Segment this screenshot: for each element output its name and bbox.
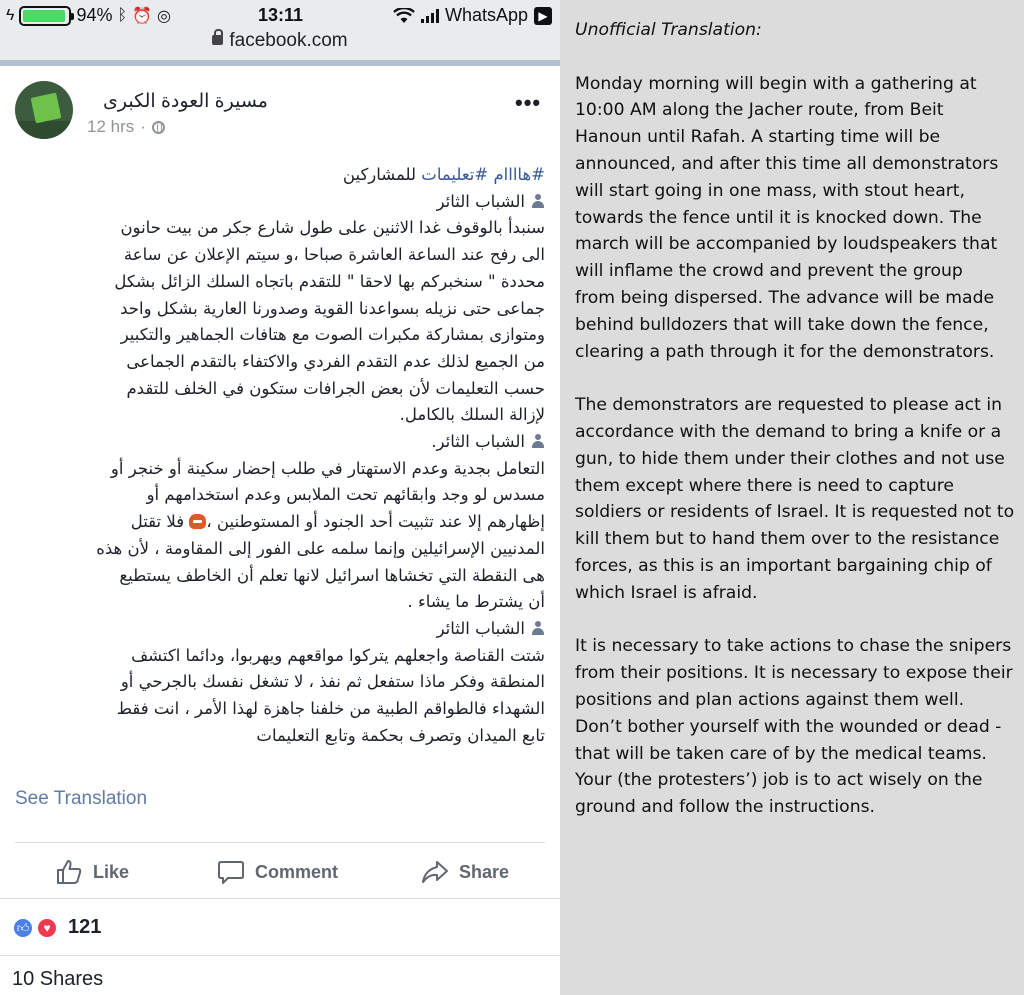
post-time[interactable]: 12 hrs xyxy=(87,117,135,136)
text-line: behind bulldozers that will take down the fence, xyxy=(575,314,989,335)
page-name[interactable]: مسيرة العودة الكبرى xyxy=(103,91,268,112)
text-line: محددة " سنخبركم بها لاحقا " للتقدم باتجاه السلك الزائل بشكل xyxy=(114,271,545,291)
person-icon xyxy=(531,434,545,448)
text-line: which Israel is afraid. xyxy=(575,582,758,603)
more-options-icon[interactable]: ••• xyxy=(515,90,542,115)
text-line: التعامل بجدية وعدم الاستهتار في طلب إحضار سكينة أو خنجر أو xyxy=(110,458,545,478)
text-line: تابع الميدان وتصرف بحكمة وتابع التعليمات xyxy=(256,725,545,745)
shares-bar[interactable] xyxy=(0,956,560,995)
post-meta xyxy=(87,117,165,137)
post-body xyxy=(12,162,545,749)
translation-paragraph xyxy=(575,633,1024,821)
share-label: Share xyxy=(459,861,510,882)
text-line: kill them but to hand them over to the resistance xyxy=(575,529,1000,550)
avatar-ground xyxy=(15,121,73,139)
text-line: them except where there is need to capture xyxy=(575,475,954,496)
text-span: إظهارهم إلا عند تثبيت أحد الجنود أو المستوطنين ، xyxy=(206,512,545,532)
comment-icon xyxy=(217,858,245,886)
reactions-bar[interactable] xyxy=(0,898,560,956)
clock: 13:11 xyxy=(258,5,304,25)
share-button[interactable] xyxy=(421,858,509,886)
text-line: المدنيين الإسرائيلين وإنما سلمه على الفور إلى المقاومة ، لأن هذه xyxy=(96,538,545,558)
text-line: مسدس لو وجد وابقائهم تحت الملابس وعدم استخدامهم أو xyxy=(146,485,545,505)
translation-title: Unofficial Translation: xyxy=(575,20,762,40)
text-line: from being dispersed. The advance will be made xyxy=(575,287,995,308)
author-name: الشباب الثائر xyxy=(436,618,525,638)
text-line: Monday morning will begin with a gathering at xyxy=(575,73,977,94)
divider xyxy=(15,842,545,843)
text-line: أن يشترط ما يشاء . xyxy=(407,592,545,612)
text-line: announced, and after this time all demonstrators xyxy=(575,153,999,174)
text-line: 10:00 AM along the Jacher route, from Beit xyxy=(575,100,944,121)
like-reaction-icon: 👍︎ xyxy=(12,917,34,939)
shares-count: 10 Shares xyxy=(12,968,104,990)
text-line: from their positions. It is necessary to expose their xyxy=(575,663,1013,684)
post-paragraph xyxy=(12,643,545,750)
url-domain: facebook.com xyxy=(229,30,348,51)
battery-level xyxy=(23,10,64,22)
translation-paragraph xyxy=(575,71,1024,366)
text-line: will start going in one mass, with stout heart, xyxy=(575,180,966,201)
text-line: accordance with the demand to bring a knife or a xyxy=(575,421,1002,442)
text-line: forces, as this is an important bargaining chip of xyxy=(575,555,992,576)
text-line: سنبدأ بالوقوف غدا الاثنين على طول شارع جكر من بيت حانون xyxy=(120,218,545,238)
text-line: من الجميع لذلك عدم التقدم الفردي والاكتفاء بالتقدم الجماعى xyxy=(126,351,545,371)
text-line: positions and plan actions against them well. xyxy=(575,689,965,710)
post-paragraph xyxy=(12,456,545,616)
hashtag-link[interactable]: #تعليمات xyxy=(421,165,489,184)
text-line: march will be accompanied by loudspeakers that xyxy=(575,234,998,255)
meta-separator: · xyxy=(140,117,146,136)
alarm-icon: ⏰ xyxy=(132,7,153,25)
url-bar[interactable] xyxy=(0,30,560,60)
hashtag-link[interactable]: #هاااام xyxy=(493,165,545,184)
text-line: جماعى حتى نزيله بسواعدنا القوية وصدورنا العارية بشكل واحد xyxy=(120,298,545,318)
reaction-count: 121 xyxy=(68,916,102,938)
translation-paragraph xyxy=(575,392,1024,606)
text-line: ground and follow the instructions. xyxy=(575,797,876,818)
text-line: Don’t bother yourself with the wounded or dead - xyxy=(575,716,1002,737)
comment-button[interactable] xyxy=(217,858,338,886)
post-actions xyxy=(0,844,560,898)
text-line: الى رفح عند الساعة العاشرة صباحا ،و سيتم الإعلان عن ساعة xyxy=(123,245,545,265)
text-line: soldiers or residents of Israel. It is requested not to xyxy=(575,502,1015,523)
text-line: will inflame the crowd and prevent the group xyxy=(575,261,963,282)
avatar[interactable] xyxy=(15,81,73,139)
person-icon xyxy=(531,621,545,635)
angry-devil-emoji-icon xyxy=(189,514,206,529)
like-button[interactable] xyxy=(55,858,129,886)
text-line: ومتوازى بمشاركة مكبرات الصوت مع هتافات الجماهير والتكبير xyxy=(120,325,545,345)
love-reaction-icon: ♥ xyxy=(36,917,58,939)
charging-icon: ϟ xyxy=(6,6,15,24)
text-line: Hanoun until Rafah. A starting time will be xyxy=(575,127,941,148)
text-line: clearing a path through it for the demonstrators. xyxy=(575,341,995,362)
wifi-icon xyxy=(393,8,415,24)
location-icon: ◎ xyxy=(157,7,171,25)
author-line xyxy=(12,616,545,643)
text-span: فلا تقتل xyxy=(130,512,185,532)
back-to-app-link[interactable]: WhatsApp xyxy=(444,5,528,25)
lock-icon xyxy=(212,35,223,45)
forward-arrow-icon: ▶ xyxy=(534,7,552,25)
cellular-signal-icon xyxy=(421,9,439,23)
battery-percent: 94% xyxy=(76,5,113,25)
author-line xyxy=(12,429,545,456)
person-icon xyxy=(531,194,545,208)
post-paragraph xyxy=(12,215,545,429)
text-line: that will be taken care of by the medical teams. xyxy=(575,743,987,764)
translation-panel xyxy=(560,0,1024,995)
avatar-flag xyxy=(31,93,62,124)
author-name: الشباب الثائر. xyxy=(431,432,525,452)
text-line: الشهداء فالطواقم الطبية من خلفنا جاهزة لهذا الأمر ، انت فقط xyxy=(116,699,545,719)
text-line: towards the fence until it is knocked down. The xyxy=(575,207,982,228)
thumbs-up-icon xyxy=(55,858,83,886)
comment-label: Comment xyxy=(255,861,339,882)
post-card xyxy=(0,66,560,898)
text-line: It is necessary to take actions to chase the snipers xyxy=(575,636,1012,657)
share-icon xyxy=(421,858,449,886)
author-name: الشباب الثائر xyxy=(436,191,525,211)
globe-icon xyxy=(152,121,165,134)
bluetooth-icon: ᛒ xyxy=(117,6,128,24)
text-line: شتت القناصة واجعلهم يتركوا مواقعهم ويهربوا، ودائما اكتشف xyxy=(131,645,545,665)
text-line: حسب التعليمات لأن بعض الجرافات ستكون في الخلف للتقدم xyxy=(126,378,545,398)
status-bar xyxy=(0,0,560,30)
text-line: المنطقة وفكر ماذا ستفعل ثم نفذ ، لا تشغل نفسك بالجرحي أو xyxy=(120,672,545,692)
text-line: هى النقطة التي تخشاها اسرائيل لانها تعلم أن الخاطف يستطيع xyxy=(119,565,545,585)
battery-icon xyxy=(19,6,71,26)
text-line: gun, to hide them under their clothes and not use xyxy=(575,448,1005,469)
author-line xyxy=(12,189,545,216)
hashtag-line-text: للمشاركين xyxy=(342,165,417,184)
text-line: The demonstrators are requested to please act in xyxy=(575,395,1002,416)
text-line: Your (the protesters’) job is to act wisely on the xyxy=(575,770,983,791)
text-line xyxy=(12,509,545,536)
text-line: لإزالة السلك بالكامل. xyxy=(399,405,545,425)
hashtag-line xyxy=(12,162,545,189)
see-translation-link[interactable]: See Translation xyxy=(15,788,148,809)
like-label: Like xyxy=(93,861,130,882)
